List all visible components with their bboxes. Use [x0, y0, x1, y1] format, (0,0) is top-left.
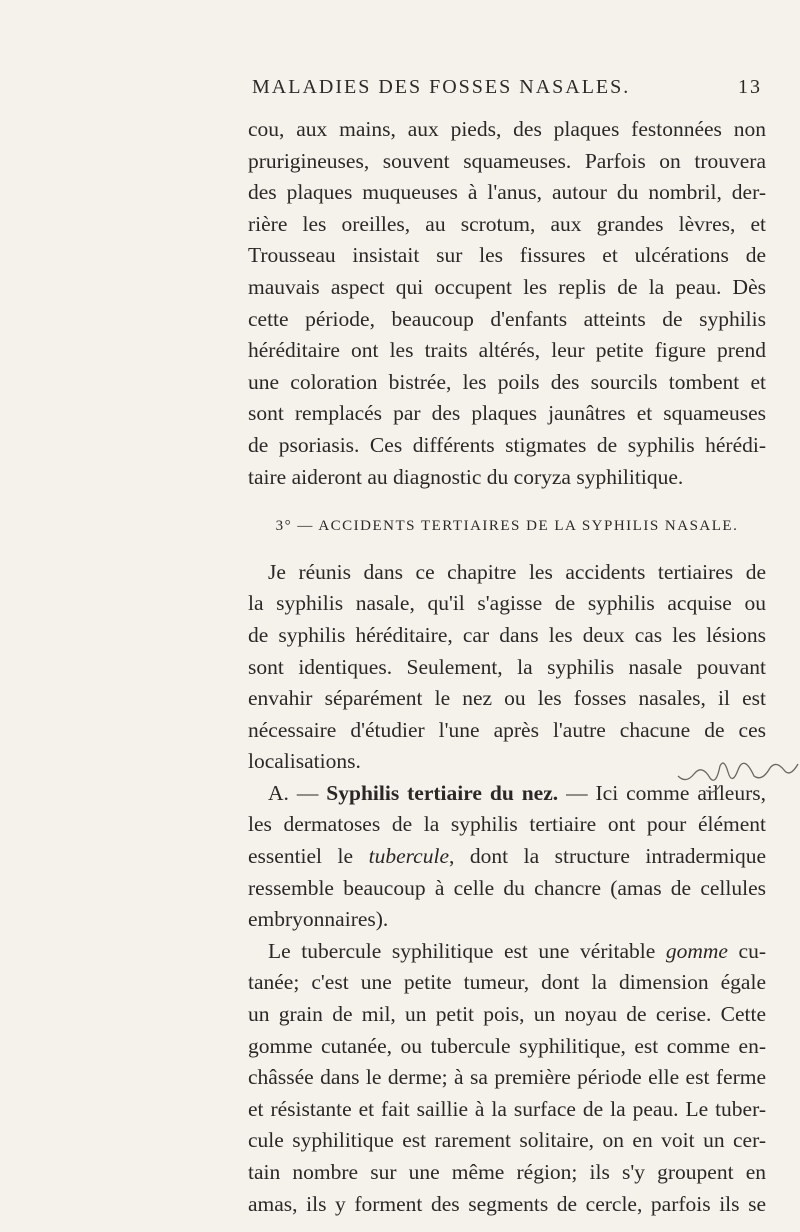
- text-line: des plaques muqueuses à l'anus, autour du nombril, der-: [248, 180, 766, 205]
- text-run: cu-: [727, 938, 766, 963]
- text-run: , dont la structure intradermique: [449, 844, 766, 869]
- body-text: [248, 114, 766, 1220]
- italic-term: gomme: [665, 938, 728, 963]
- text-line: un grain de mil, un petit pois, un noyau de cerise. Cette: [248, 1002, 766, 1027]
- text-line: une coloration bistrée, les poils des sourcils tombent et: [248, 369, 766, 394]
- subsection-title: Syphilis tertiaire du nez.: [326, 780, 559, 805]
- text-line: la syphilis nasale, qu'il s'agisse de syphilis acquise ou: [248, 591, 766, 616]
- text-line: Je réunis dans ce chapitre les accidents tertiaires de: [268, 559, 766, 584]
- text-line: amas, ils y forment des segments de cercle, parfois ils se: [248, 1191, 766, 1216]
- paragraph-tubercule: [248, 936, 766, 1220]
- running-title: MALADIES DES FOSSES NASALES.: [252, 76, 631, 98]
- text-line: envahir séparément le nez ou les fosses nasales, il est: [248, 686, 766, 711]
- text-line: tain nombre sur une même région; ils s'y groupent en: [248, 1160, 766, 1184]
- text-line: châssée dans le derme; à sa première période elle est ferme: [248, 1065, 766, 1090]
- text-line: cule syphilitique est rarement solitaire, on en voit un cer-: [248, 1128, 766, 1153]
- text-run: essentiel le: [248, 844, 369, 869]
- italic-term: tubercule: [368, 844, 449, 869]
- text-line: tanée; c'est une petite tumeur, dont la dimension égale: [248, 970, 766, 995]
- text-line: gomme cutanée, ou tubercule syphilitique, est comme en-: [248, 1033, 766, 1058]
- text-line: prurigineuses, souvent squameuses. Parfois on trouvera: [248, 148, 766, 173]
- paragraph-continuation: [248, 114, 766, 493]
- text-run: Le tubercule syphilitique est une véritable: [268, 938, 666, 963]
- text-line: [248, 936, 766, 968]
- text-line: cou, aux mains, aux pieds, des plaques festonnées non: [248, 117, 766, 141]
- text-line: mauvais aspect qui occupent les replis de la peau. Dès: [248, 274, 766, 299]
- text-line: Trousseau insistait sur les fissures et ulcérations de: [248, 243, 766, 268]
- text-line: taire aideront au diagnostic du coryza syphilitique.: [248, 464, 684, 489]
- text-line: [248, 841, 766, 873]
- text-line: sont identiques. Seulement, la syphilis nasale pouvant: [248, 654, 766, 679]
- text-line: embryonnaires).: [248, 907, 389, 932]
- handwritten-scribble: [676, 756, 800, 806]
- text-line: héréditaire ont les traits altérés, leur petite figure prend: [248, 338, 766, 363]
- text-line: cette période, beaucoup d'enfants atteints de syphilis: [248, 306, 766, 331]
- text-line: de syphilis héréditaire, car dans les deux cas les lésions: [248, 622, 766, 647]
- text-line: localisations.: [248, 749, 361, 774]
- paragraph-intro: [248, 557, 766, 778]
- text-line: ressemble beaucoup à celle du chancre (amas de cellules: [248, 875, 766, 900]
- page-number: 13: [738, 76, 762, 98]
- text-line: nécessaire d'étudier l'une après l'autre chacune de ces: [248, 717, 766, 742]
- section-label: A. —: [268, 780, 327, 805]
- section-heading: 3° — ACCIDENTS TERTIAIRES DE LA SYPHILIS NASALE.: [275, 518, 739, 535]
- text-line: rière les oreilles, au scrotum, aux grandes lèvres, et: [248, 211, 766, 236]
- text-line: de psoriasis. Ces différents stigmates de syphilis hérédi-: [248, 432, 766, 457]
- text-line: les dermatoses de la syphilis tertiaire ont pour élément: [248, 812, 766, 837]
- text-line: sont remplacés par des plaques jaunâtres et squameuses: [248, 401, 766, 426]
- text-line: et résistante et fait saillie à la surface de la peau. Le tuber-: [248, 1096, 766, 1121]
- text-run: — Ici comme ailleurs,: [558, 780, 766, 805]
